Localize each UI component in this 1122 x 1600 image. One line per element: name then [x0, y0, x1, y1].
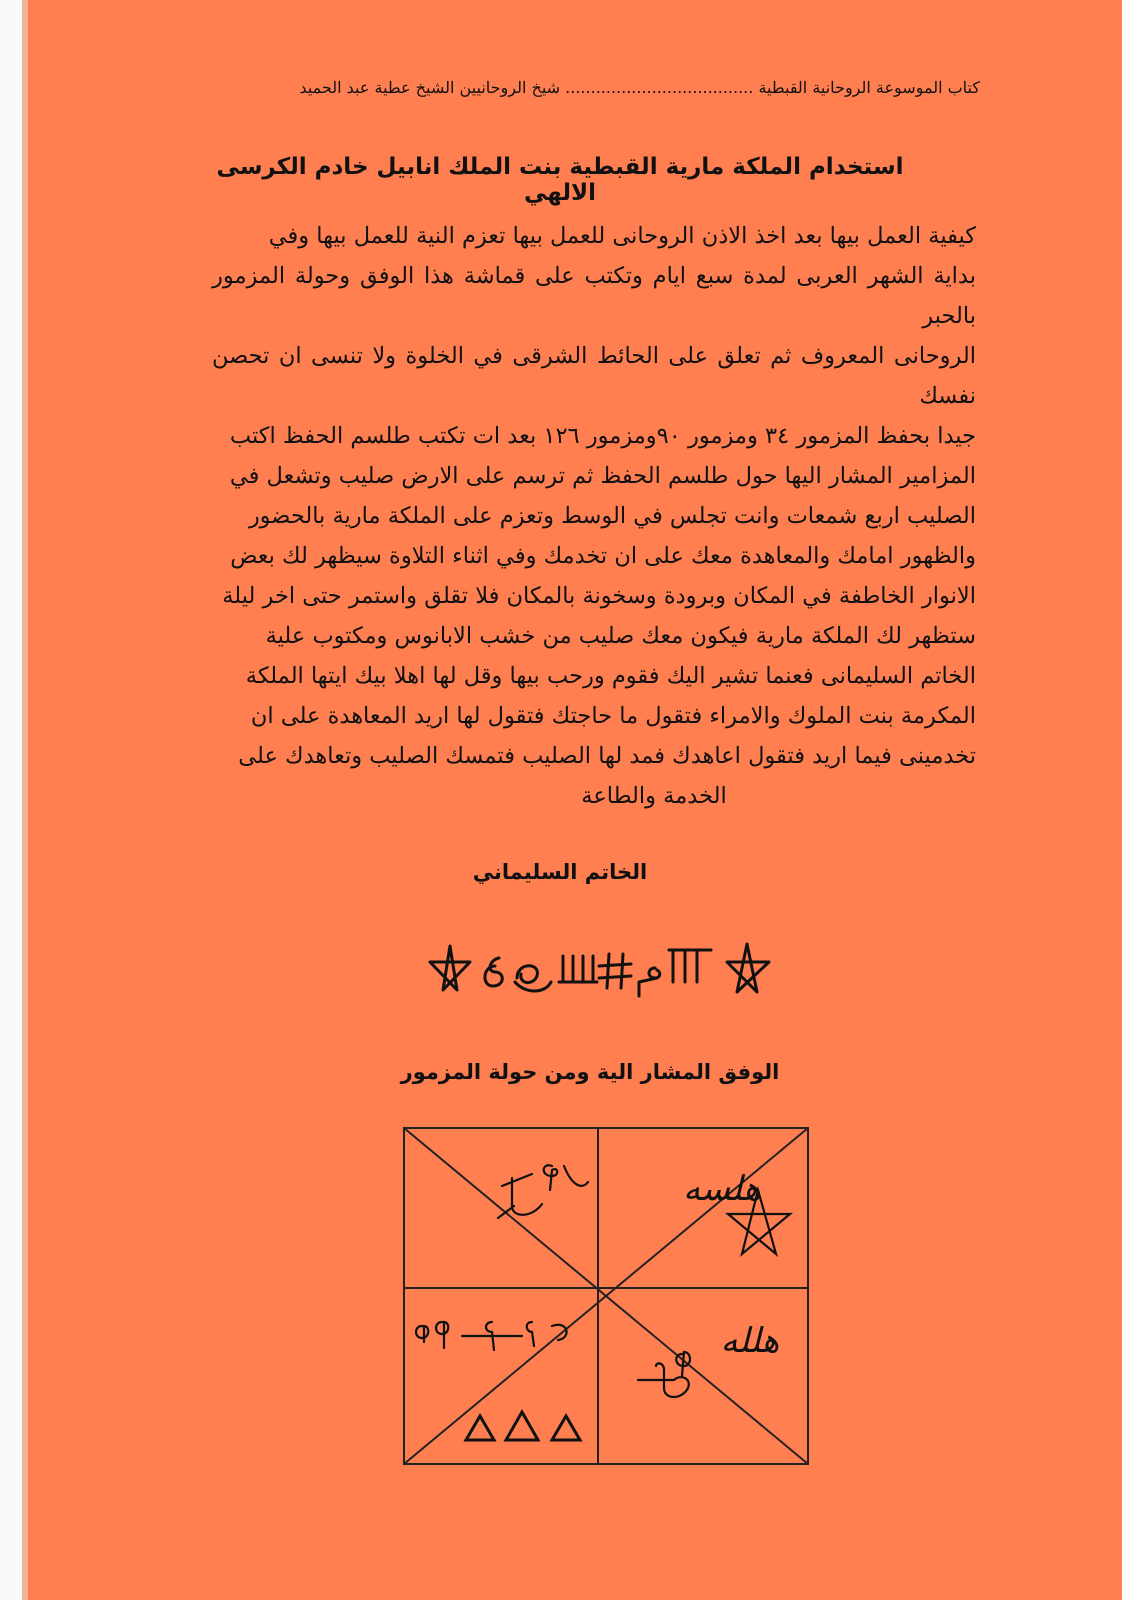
- running-header: [200, 78, 980, 97]
- wafq-glyph: [416, 1322, 567, 1350]
- seal-glyph: [639, 968, 660, 996]
- wafq-glyph: [498, 1165, 588, 1218]
- body-line: الخاتم السليمانى فعنما تشير اليك فقوم ورحب بيها وقل لها اهلا بيك ايتها الملكة: [245, 663, 976, 689]
- body-line: الخدمة والطاعة: [581, 783, 727, 809]
- header-book-title: كتاب الموسوعة الروحانية القبطية: [758, 78, 980, 97]
- page-title: استخدام الملكة مارية القبطية بنت الملك انابيل خادم الكرسى الالهي: [216, 154, 904, 206]
- header-author: شيخ الروحانيين الشيخ عطية عبد الحميد: [299, 78, 561, 97]
- triangle-icon: [506, 1412, 538, 1440]
- seal-glyph: [485, 958, 502, 986]
- wafq-talisman-grid: [402, 1126, 812, 1468]
- seal-glyph: [515, 966, 551, 991]
- header-dots: .....................................: [565, 78, 754, 97]
- wafq-cell-word-top-right: هلسه: [683, 1169, 761, 1209]
- body-line: تخدمينى فيما اريد فتقول اعاهدك فمد لها الصليب فتمسك الصليب وتعاهدك على: [238, 743, 976, 769]
- body-line: الروحانى المعروف ثم تعلق على الحائط الشرقى في الخلوة ولا تنسى ان تحصن نفسك: [212, 343, 976, 409]
- body-line: المزامير المشار اليها حول طلسم الحفظ ثم ترسم على الارض صليب وتشعل في: [229, 463, 976, 489]
- seal-glyph: [669, 950, 711, 982]
- triangle-icon: [552, 1416, 580, 1440]
- triangle-icon: [466, 1416, 494, 1440]
- wafq-heading: الوفق المشار الية ومن حولة المزمور: [400, 1060, 780, 1084]
- body-line: كيفية العمل بيها بعد اخذ الاذن الروحانى للعمل بيها تعزم النية للعمل بيها وفي: [268, 223, 976, 249]
- star-icon: [727, 944, 769, 992]
- scan-edge: [0, 0, 22, 1600]
- body-line: الانوار الخاطفة في المكان وبرودة وسخونة بالمكان فلا تقلق واستمر حتى اخر ليلة: [222, 583, 976, 609]
- body-line: جيدا بحفظ المزمور ٣٤ ومزمور ٩٠ومزمور ١٢٦ بعد ات تكتب طلسم الحفظ اكتب: [229, 423, 976, 449]
- seal-glyph: [599, 954, 631, 988]
- seal-heading: الخاتم السليماني: [472, 860, 648, 884]
- star-icon: [430, 946, 470, 990]
- scan-shadow: [22, 0, 28, 1600]
- wafq-cell-word-bottom-right: هلله: [720, 1321, 780, 1361]
- body-paragraph: [212, 216, 976, 816]
- seal-glyph: [559, 956, 597, 982]
- body-line: الصليب اربع شمعات وانت تجلس في الوسط وتعزم على الملكة مارية بالحضور: [248, 503, 976, 529]
- body-line: المكرمة بنت الملوك والامراء فتقول ما حاجتك فتقول لها اريد المعاهدة على ان: [250, 703, 976, 729]
- solomonic-seal-symbols: [425, 938, 775, 998]
- body-line: بداية الشهر العربى لمدة سبع ايام وتكتب على قماشة هذا الوفق وحولة المزمور بالحبر: [212, 263, 976, 329]
- body-line: ستظهر لك الملكة مارية فيكون معك صليب من خشب الابانوس ومكتوب علية: [265, 623, 976, 649]
- body-line: والظهور امامك والمعاهدة معك على ان تخدمك وفي اثناء التلاوة سيظهر لك بعض: [230, 543, 976, 569]
